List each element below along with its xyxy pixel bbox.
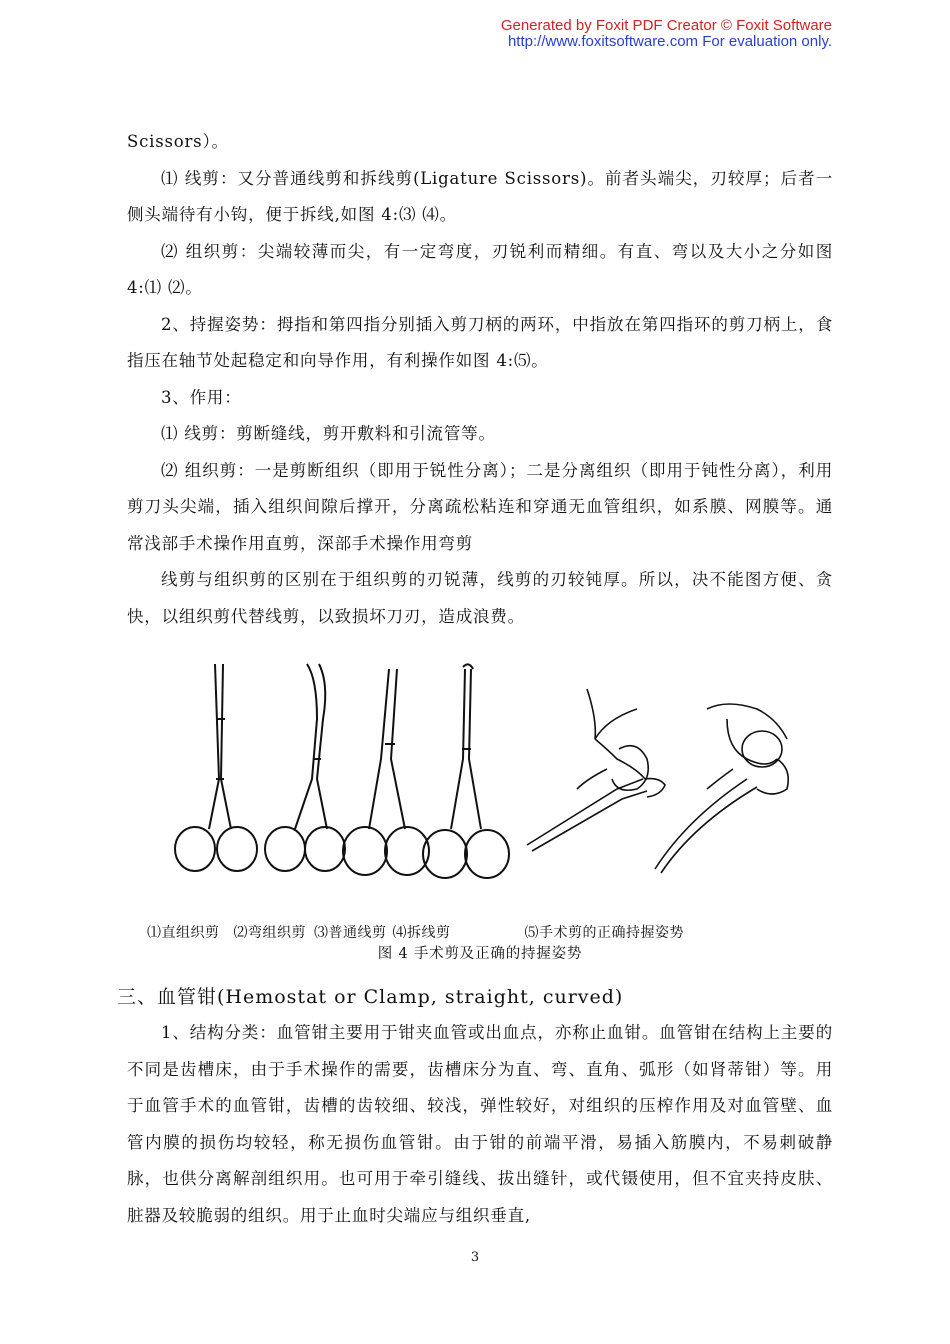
page-number: 3	[470, 1250, 480, 1265]
caption-suture-removal: ⑷拆线剪	[392, 925, 451, 941]
hand-holding-curved-scissors-icon	[655, 704, 788, 873]
paragraph-hemostat-structure: 1、结构分类：血管钳主要用于钳夹血管或出血点，亦称止血钳。血管钳在结构上主要的不同是齿槽床，由于手术操作的需要，齿槽床分为直、弯、直角、弧形（如肾蒂钳）等。用于血管手术的血管钳，齿槽的齿较细、较浅，弹性较好，对组织的压榨作用及对血管壁、血管内膜的损伤均较轻，称无损伤血管钳。由于钳的前端平滑，易插入筋膜内，不易刺破静脉，也供分离解剖组织用。也可用于牵引缝线、拔出缝针，或代镊使用，但不宜夹持皮肤、脏器及较脆弱的组织。用于止血时尖端应与组织垂直,	[127, 1023, 833, 1225]
ligature-scissors-icon	[343, 669, 429, 875]
straight-tissue-scissors-icon	[175, 664, 257, 871]
scissors-illustration	[167, 659, 827, 921]
paragraph-tissue-scissors: ⑵ 组织剪：尖端较薄而尖，有一定弯度，刃锐利而精细。有直、弯以及大小之分如图 4:⑴ ⑵。	[127, 241, 833, 297]
suture-removal-scissors-icon	[423, 664, 509, 878]
paragraph-continuation: Scissors）。	[127, 132, 229, 151]
foxit-watermark	[501, 18, 832, 50]
figure-4	[127, 649, 833, 989]
watermark-line-2: http://www.foxitsoftware.com For evaluation only.	[507, 33, 832, 50]
caption-straight-tissue: ⑴直组织剪	[147, 925, 220, 941]
document-body	[117, 124, 833, 1234]
paragraph-ligature-use: ⑴ 线剪：剪断缝线，剪开敷料和引流管等。	[161, 424, 496, 443]
paragraph-function-heading: 3、作用：	[161, 387, 242, 407]
caption-holding-posture: ⑸手术剪的正确持握姿势	[524, 925, 684, 941]
caption-ligature: ⑶普通线剪	[314, 925, 387, 941]
figure-title: 图 4 手术剪及正确的持握姿势	[377, 946, 583, 962]
curved-tissue-scissors-icon	[265, 664, 345, 871]
caption-curved-tissue: ⑵弯组织剪	[233, 925, 306, 941]
paragraph-holding-posture: 2、持握姿势：拇指和第四指分别插入剪刀柄的两环，中指放在第四指环的剪刀柄上，食指压在轴节处起稳定和向导作用，有利操作如图 4:⑸。	[127, 314, 833, 370]
watermark-line-1: Generated by Foxit PDF Creator © Foxit Software	[500, 17, 832, 34]
hand-holding-scissors-icon	[527, 689, 665, 851]
section-heading-hemostat: 三、血管钳(Hemostat or Clamp, straight, curved)	[117, 986, 624, 1008]
paragraph-tissue-use: ⑵ 组织剪：一是剪断组织（即用于锐性分离）；二是分离组织（即用于钝性分离），利用剪刀头尖端，插入组织间隙后撑开，分离疏松粘连和穿通无血管组织，如系膜、网膜等。通常浅部手术操作用直剪，深部手术操作用弯剪	[127, 460, 833, 553]
paragraph-difference: 线剪与组织剪的区别在于组织剪的刃锐薄，线剪的刃较钝厚。所以，决不能图方便、贪快，以组织剪代替线剪，以致损坏刀刃，造成浪费。	[127, 570, 833, 626]
figure-captions	[147, 924, 684, 942]
paragraph-ligature-scissors: ⑴ 线剪：又分普通线剪和拆线剪(Ligature Scissors)。前者头端尖，刃较厚；后者一侧头端待有小钩，便于拆线,如图 4:⑶ ⑷。	[127, 168, 833, 224]
